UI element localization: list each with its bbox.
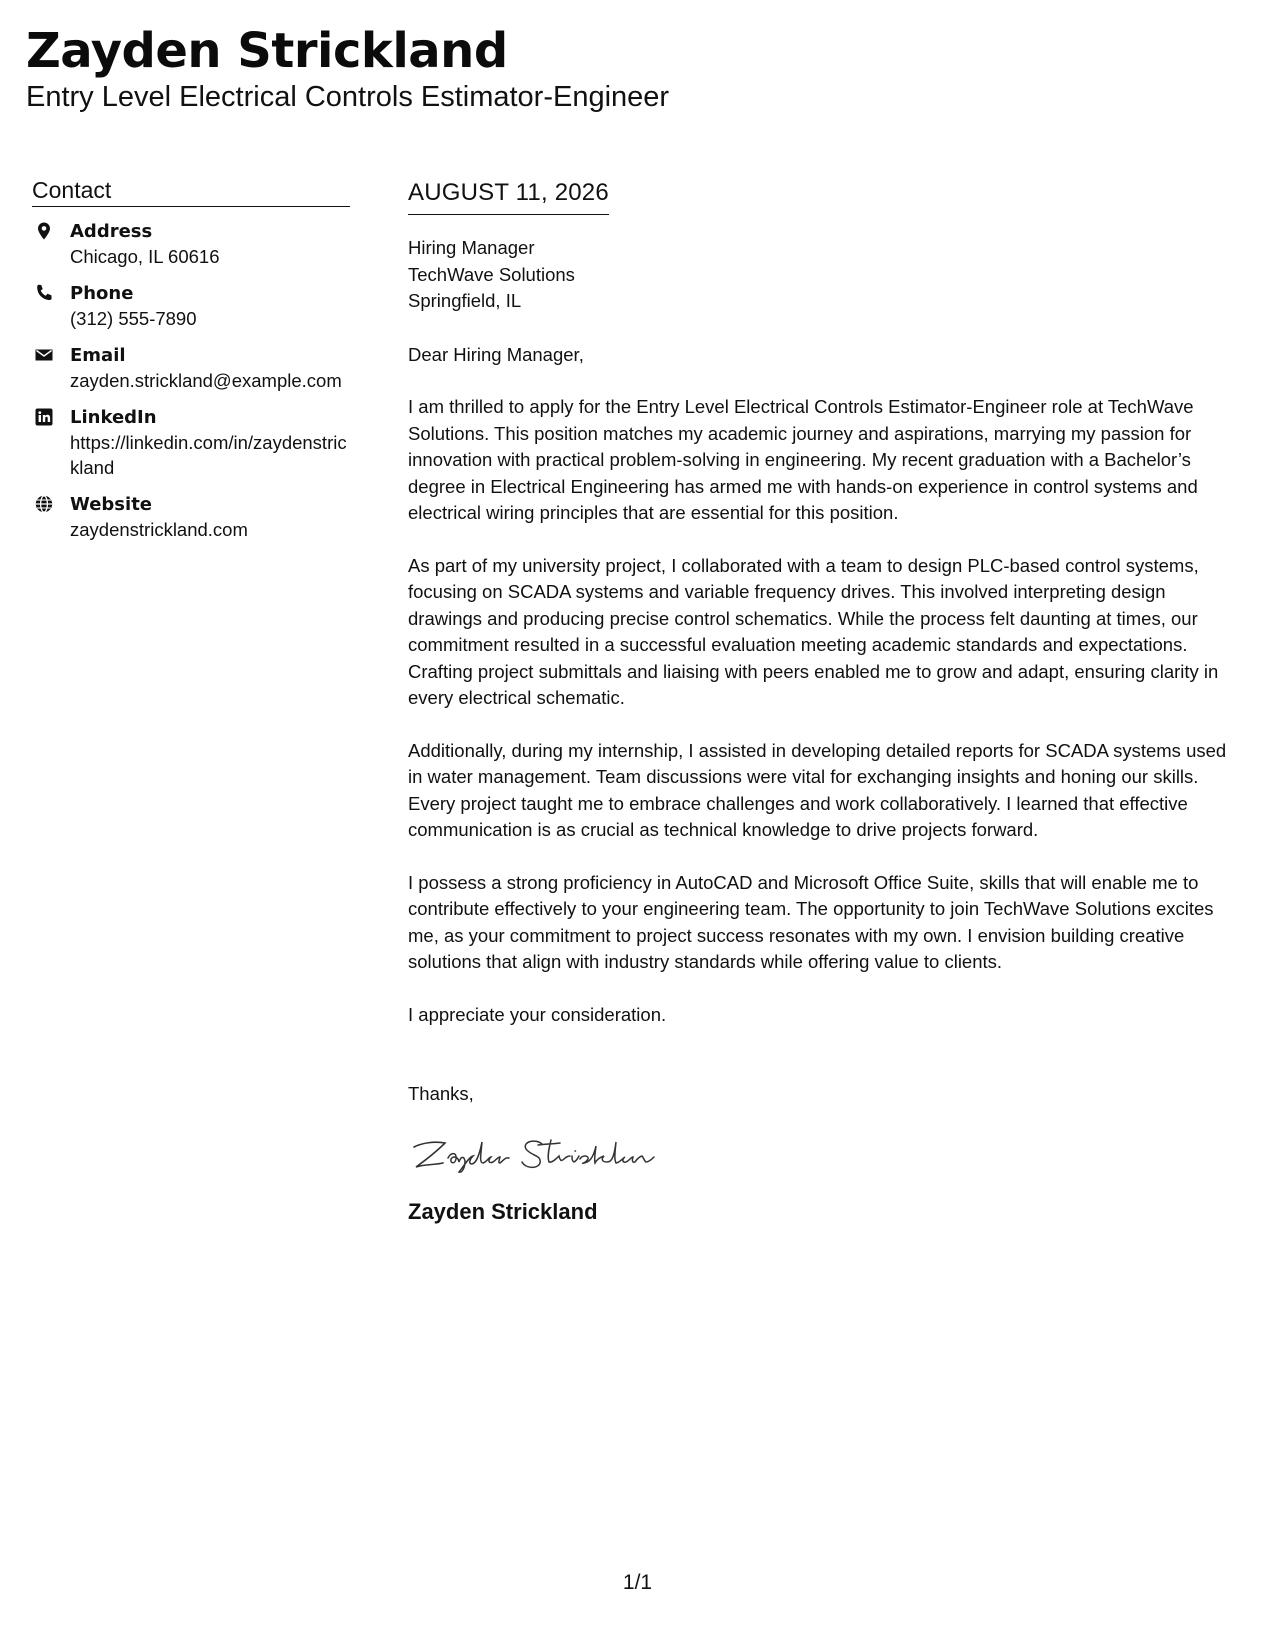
handwritten-signature [408, 1126, 678, 1178]
closing: Thanks, [408, 1083, 474, 1104]
job-title: Entry Level Electrical Controls Estimator-Engineer [26, 81, 670, 113]
letter-date: AUGUST 11, 2026 [408, 178, 609, 215]
address-value: Chicago, IL 60616 [70, 246, 220, 267]
body-paragraph: I am thrilled to apply for the Entry Level Electrical Controls Estimator-Engineer role at TechWave Solutions. This position matches my academic journey and aspirations, marrying my passion for innovation with practical problem-solving in engineering. My recent graduation with a Bachelor’s degree in Electrical Engineering has armed me with hands-on experience in control systems and electrical wiring principles that are essential for this position. [408, 396, 1198, 523]
contact-item-email [32, 343, 350, 393]
body-paragraph: I appreciate your consideration. [408, 1003, 667, 1025]
email-label: Email [70, 345, 126, 366]
linkedin-label: LinkedIn [70, 407, 157, 428]
phone-label: Phone [70, 283, 134, 304]
contact-item-address [32, 219, 350, 269]
website-label: Website [70, 494, 153, 515]
applicant-name: Zayden Strickland [26, 23, 508, 79]
contact-item-website [32, 492, 350, 542]
contact-sidebar [32, 176, 350, 554]
website-value[interactable]: zaydenstrickland.com [70, 519, 248, 540]
email-value: zayden.strickland@example.com [70, 370, 342, 391]
recipient-line: Hiring Manager [408, 237, 535, 258]
salutation: Dear Hiring Manager, [408, 343, 584, 365]
recipient-line: Springfield, IL [408, 290, 522, 311]
signed-name: Zayden Strickland [408, 1198, 598, 1224]
recipient-line: TechWave Solutions [408, 263, 575, 285]
body-paragraph: As part of my university project, I collaborated with a team to design PLC-based control systems, focusing on SCADA systems and variable frequency drives. This involved interpreting design drawings and producing precise control schematics. While the process felt daunting at times, our commitment resulted in a successful evaluation meeting academic standards and expectations. Crafting project submittals and liaising with peers enabled me to grow and adapt, ensuring clarity in every electrical schematic. [408, 554, 1219, 708]
body-paragraph: Additionally, during my internship, I assisted in developing detailed reports for SCADA systems used in water management. Team discussions were vital for exchanging insights and honing our skills. Every project taught me to embrace challenges and work collaboratively. I learned that effective communication is as crucial as technical knowledge to drive projects forward. [408, 739, 1227, 840]
letter-body [408, 178, 1240, 1226]
contact-heading: Contact [32, 176, 350, 207]
globe-icon [34, 494, 54, 514]
phone-value: (312) 555-7890 [70, 308, 197, 329]
page-number: 1/1 [622, 1571, 653, 1594]
map-pin-icon [34, 221, 54, 241]
body-paragraph: I possess a strong proficiency in AutoCAD and Microsoft Office Suite, skills that will enable me to contribute effectively to your engineering team. The opportunity to join TechWave Solutions excites me, as your commitment to project success resonates with my own. I envision building creative solutions that align with industry standards while offering value to clients. [408, 871, 1214, 972]
phone-icon [34, 283, 54, 303]
envelope-icon [34, 345, 54, 365]
contact-item-linkedin [32, 405, 350, 480]
linkedin-icon [34, 407, 54, 427]
recipient-block [408, 235, 1240, 315]
letter-header [26, 22, 1226, 114]
address-label: Address [70, 221, 153, 242]
contact-item-phone [32, 281, 350, 331]
linkedin-value[interactable]: https://linkedin.com/in/zaydenstrickland [70, 432, 347, 478]
